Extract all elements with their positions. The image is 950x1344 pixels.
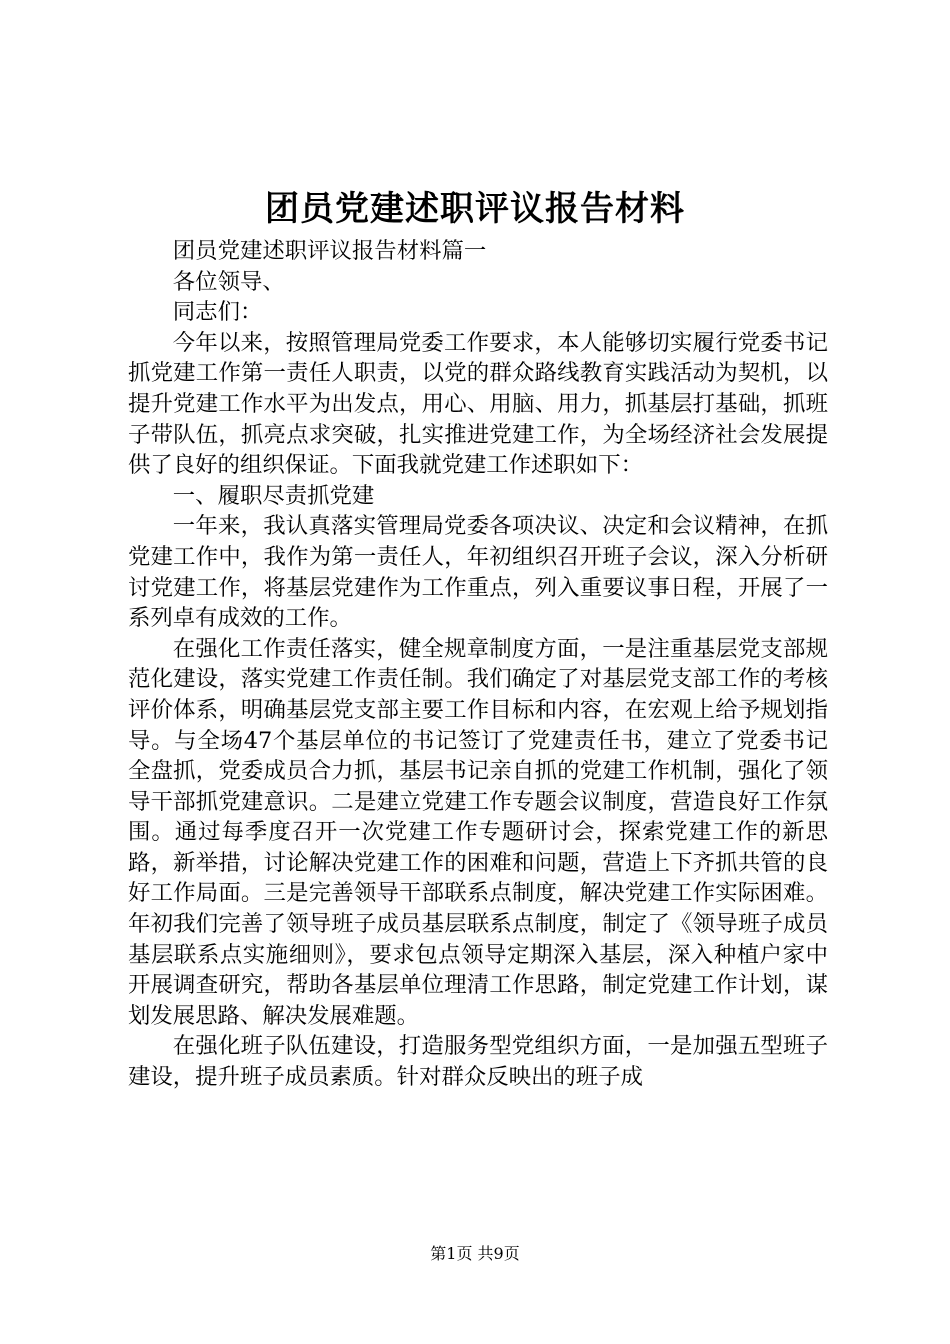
paragraph-heading-one: 一、履职尽责抓党建 <box>172 482 375 509</box>
paragraph-section-heading: 团员党建述职评议报告材料篇一 <box>172 238 487 264</box>
page-number: 第1页 共9页 <box>430 1244 520 1263</box>
paragraph-salutation-comrades: 同志们： <box>172 299 263 326</box>
paragraph-intro: 今年以来，按照管理局党委工作要求，本人能够切实履行党委书记抓党建工作第一责任人职责，以党的群众路线教育实践活动为契机，以提升党建工作水平为出发点，用心、用脑、用力，抓基层打基础，抓班子带队伍，抓亮点求突破，扎实推进党建工作，为全场经济社会发展提供了良好的组织保证。下面我就党建工作述职如下： <box>128 329 828 479</box>
paragraph-salutation-leaders: 各位领导、 <box>172 268 285 295</box>
document-title: 团员党建述职评议报告材料 <box>265 189 685 229</box>
document-body <box>128 236 828 1093</box>
paragraph-body: 在强化工作责任落实，健全规章制度方面，一是注重基层党支部规范化建设，落实党建工作责任制。我们确定了对基层党支部工作的考核评价体系，明确基层党支部主要工作目标和内容，在宏观上给予规划指导。与全场47个基层单位的书记签订了党建责任书，建立了党委书记全盘抓，党委成员合力抓，基层书记亲自抓的党建工作机制，强化了领导干部抓党建意识。二是建立党建工作专题会议制度，营造良好工作氛围。通过每季度召开一次党建工作专题研讨会，探索党建工作的新思路，新举措，讨论解决党建工作的困难和问题，营造上下齐抓共管的良好工作局面。三是完善领导干部联系点制度，解决党建工作实际困难。年初我们完善了领导班子成员基层联系点制度，制定了《领导班子成员基层联系点实施细则》，要求包点领导定期深入基层，深入种植户家中开展调查研究，帮助各基层单位理清工作思路，制定党建工作计划，谋划发展思路、解决发展难题。 <box>128 635 828 1029</box>
paragraph-body: 在强化班子队伍建设，打造服务型党组织方面，一是加强五型班子建设，提升班子成员素质。针对群众反映出的班子成 <box>128 1033 828 1091</box>
paragraph-body: 一年来，我认真落实管理局党委各项决议、决定和会议精神，在抓党建工作中，我作为第一责任人，年初组织召开班子会议，深入分析研讨党建工作，将基层党建作为工作重点，列入重要议事日程，开展了一系列卓有成效的工作。 <box>128 513 828 632</box>
